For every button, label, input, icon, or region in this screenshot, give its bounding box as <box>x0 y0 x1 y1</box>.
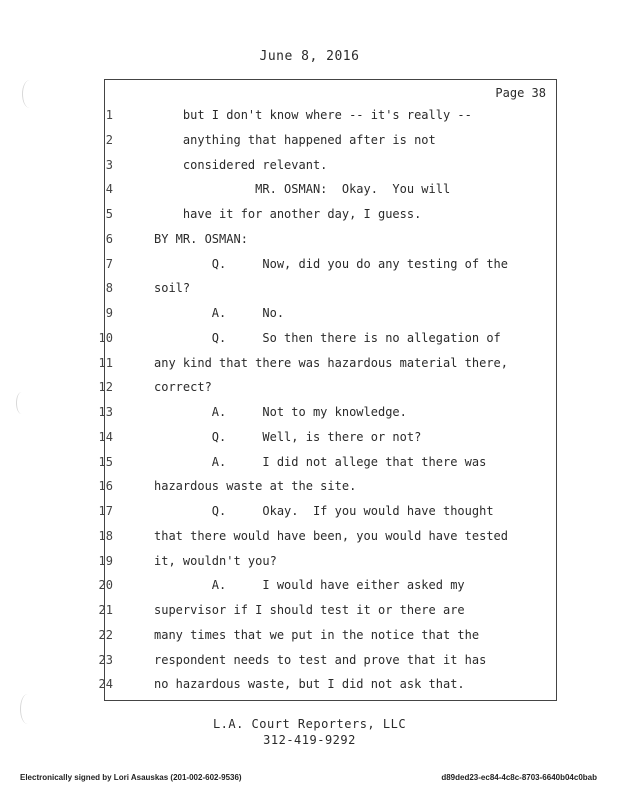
transcript-line <box>105 204 556 224</box>
line-text: no hazardous waste, but I did not ask that. <box>154 677 465 692</box>
line-number: 7 <box>105 256 113 271</box>
transcript-line <box>98 650 556 670</box>
transcript-line <box>98 377 556 397</box>
transcript-line <box>105 105 556 125</box>
line-text: but I don't know where -- it's really -- <box>154 108 472 122</box>
line-number: 17 <box>98 504 113 518</box>
transcript-line <box>98 501 556 521</box>
transcript-line <box>98 575 556 595</box>
top-rule <box>104 79 557 80</box>
line-number: 15 <box>98 454 113 469</box>
line-number: 19 <box>98 553 113 568</box>
line-text: considered relevant. <box>154 157 328 172</box>
line-text: MR. OSMAN: Okay. You will <box>154 182 451 197</box>
line-text: any kind that there was hazardous material there, <box>154 355 509 370</box>
line-number: 3 <box>105 157 113 172</box>
document-id: d89ded23-ec84-4c8c-8703-6640b04c0bab <box>441 773 597 782</box>
line-text: respondent needs to test and prove that it has <box>154 652 487 667</box>
transcript-line <box>98 427 556 447</box>
line-number: 20 <box>98 578 113 593</box>
transcript-line <box>98 328 556 348</box>
transcript-line <box>105 278 556 298</box>
electronic-signature: Electronically signed by Lori Asauskas (201-002-602-9536) <box>20 773 242 782</box>
line-text: A. Not to my knowledge. <box>154 405 407 419</box>
line-text: have it for another day, I guess. <box>154 207 422 221</box>
transcript-line <box>98 452 556 472</box>
scan-artifact <box>16 392 27 414</box>
transcript-page-frame <box>98 79 557 701</box>
scan-artifact <box>22 80 37 108</box>
transcript-line <box>105 303 556 323</box>
line-text: Q. Well, is there or not? <box>154 429 422 444</box>
transcript-line <box>98 625 556 645</box>
transcript-line <box>105 229 556 249</box>
reporter-company: L.A. Court Reporters, LLC <box>212 717 407 731</box>
line-text: soil? <box>154 281 191 296</box>
scan-artifact <box>20 694 35 724</box>
line-text: correct? <box>154 380 212 395</box>
transcript-line <box>98 551 556 571</box>
line-number: 22 <box>98 627 113 642</box>
line-number: 14 <box>98 429 113 444</box>
line-text: BY MR. OSMAN: <box>154 231 248 246</box>
line-number: 24 <box>98 677 113 692</box>
line-text: Q. Now, did you do any testing of the <box>154 256 509 271</box>
line-number: 2 <box>105 132 113 147</box>
line-number: 11 <box>98 355 113 370</box>
transcript-line <box>98 402 556 422</box>
bottom-rule <box>104 700 557 701</box>
transcript-line <box>98 674 556 694</box>
line-number: 13 <box>98 405 113 419</box>
line-number: 16 <box>98 479 113 494</box>
line-text: supervisor if I should test it or there are <box>154 603 465 617</box>
transcript-line <box>98 526 556 546</box>
transcript-date: June 8, 2016 <box>259 49 360 64</box>
line-number: 5 <box>105 207 113 221</box>
line-text: A. I would have either asked my <box>154 578 465 593</box>
line-text: hazardous waste at the site. <box>154 479 357 494</box>
transcript-line <box>105 130 556 150</box>
line-number: 21 <box>98 603 113 617</box>
page-number: Page 38 <box>495 86 546 100</box>
line-text: many times that we put in the notice that the <box>154 627 480 642</box>
transcript-line <box>98 476 556 496</box>
line-number: 1 <box>105 108 113 122</box>
line-number: 6 <box>105 231 113 246</box>
line-text: Q. Okay. If you would have thought <box>154 504 494 518</box>
line-text: A. No. <box>154 306 285 320</box>
line-number: 23 <box>98 652 113 667</box>
line-number: 8 <box>105 281 113 296</box>
line-number: 10 <box>98 330 113 345</box>
line-number: 4 <box>105 182 113 197</box>
reporter-phone: 312-419-9292 <box>263 733 356 747</box>
line-number: 12 <box>98 380 113 395</box>
line-text: Q. So then there is no allegation of <box>154 330 501 345</box>
line-number: 9 <box>105 306 113 320</box>
line-text: anything that happened after is not <box>154 132 436 147</box>
line-text: it, wouldn't you? <box>154 553 277 568</box>
transcript-line <box>105 155 556 175</box>
transcript-line <box>105 179 556 199</box>
transcript-line <box>98 600 556 620</box>
line-number: 18 <box>98 528 113 543</box>
transcript-line <box>98 353 556 373</box>
line-text: that there would have been, you would have tested <box>154 528 509 543</box>
transcript-line <box>105 254 556 274</box>
line-text: A. I did not allege that there was <box>154 454 487 469</box>
